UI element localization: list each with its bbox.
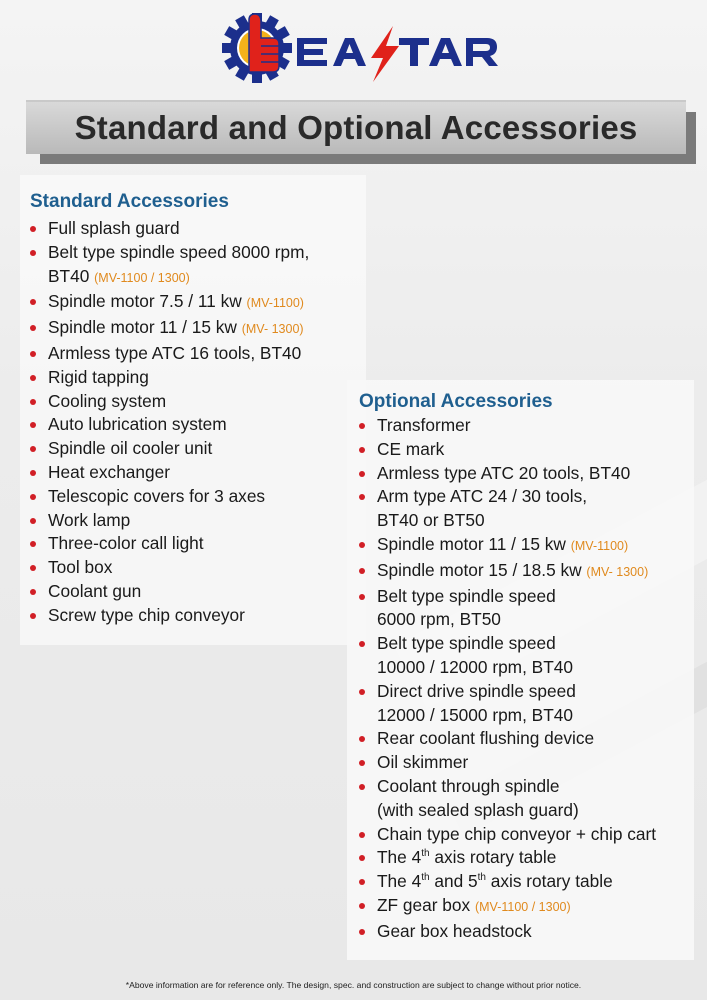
item-text: Belt type spindle speed 8000 rpm, bbox=[48, 241, 310, 262]
item-text: CE mark bbox=[377, 438, 445, 459]
item-line bbox=[48, 556, 360, 580]
item-text: Spindle motor 11 / 15 kw bbox=[377, 533, 566, 554]
item-text: The 4 bbox=[377, 871, 422, 892]
list-item bbox=[359, 775, 699, 823]
item-text-continued: (with sealed splash guard) bbox=[377, 799, 579, 820]
item-line bbox=[48, 265, 360, 291]
list-item bbox=[359, 632, 699, 680]
item-text: Spindle oil cooler unit bbox=[48, 438, 213, 459]
item-text-continued: 12000 / 15000 rpm, BT40 bbox=[377, 704, 573, 725]
item-line bbox=[48, 241, 360, 265]
standard-accessories-heading: Standard Accessories bbox=[30, 191, 229, 212]
standard-accessories-list bbox=[30, 217, 360, 628]
list-item bbox=[30, 316, 360, 342]
item-text: Transformer bbox=[377, 415, 471, 435]
item-line bbox=[377, 632, 699, 656]
list-item bbox=[359, 823, 699, 847]
item-text: Work lamp bbox=[48, 509, 131, 530]
list-item bbox=[30, 604, 360, 628]
item-line bbox=[377, 680, 699, 704]
item-line bbox=[377, 894, 699, 920]
item-line bbox=[48, 342, 360, 366]
list-item bbox=[30, 342, 360, 366]
item-text: Spindle motor 15 / 18.5 kw bbox=[377, 559, 582, 580]
item-line bbox=[377, 823, 699, 847]
item-text: Coolant gun bbox=[48, 580, 142, 601]
item-text: Arm type ATC 24 / 30 tools, bbox=[377, 486, 588, 507]
model-note: (MV-1100) bbox=[246, 296, 304, 311]
list-item bbox=[30, 580, 360, 604]
model-note: (MV-1100) bbox=[570, 538, 629, 553]
list-item bbox=[30, 390, 360, 414]
list-item bbox=[30, 217, 360, 241]
item-line bbox=[377, 751, 699, 775]
item-text: Belt type spindle speed bbox=[377, 633, 556, 654]
item-text-after: axis rotary table bbox=[429, 847, 557, 868]
list-item bbox=[359, 585, 699, 633]
item-line bbox=[377, 414, 699, 438]
list-item bbox=[30, 366, 360, 390]
item-text: Direct drive spindle speed bbox=[377, 680, 576, 701]
item-line bbox=[48, 461, 360, 485]
list-item bbox=[30, 413, 360, 437]
eastar-logo bbox=[221, 12, 511, 84]
lightning-icon bbox=[371, 26, 399, 82]
item-line bbox=[48, 604, 360, 628]
list-item bbox=[30, 532, 360, 556]
item-line bbox=[377, 533, 699, 559]
item-text: Spindle motor 7.5 / 11 kw bbox=[48, 291, 242, 312]
item-line bbox=[377, 920, 699, 944]
item-line bbox=[48, 509, 360, 533]
list-item bbox=[359, 438, 699, 462]
item-line bbox=[48, 316, 360, 342]
item-text: Tool box bbox=[48, 557, 113, 578]
item-text-after: axis rotary table bbox=[485, 871, 613, 892]
list-item bbox=[359, 680, 699, 728]
list-item bbox=[30, 485, 360, 509]
item-text: Armless type ATC 20 tools, BT40 bbox=[377, 462, 631, 483]
list-item bbox=[359, 414, 699, 438]
item-text: Armless type ATC 16 tools, BT40 bbox=[48, 342, 302, 363]
optional-accessories-list bbox=[359, 414, 699, 944]
item-text-continued: BT40 bbox=[48, 265, 90, 286]
item-line bbox=[377, 608, 699, 632]
list-item bbox=[30, 437, 360, 461]
item-text: Three-color call light bbox=[48, 533, 204, 554]
item-text-continued: BT40 or BT50 bbox=[377, 510, 485, 531]
list-item bbox=[30, 461, 360, 485]
list-item bbox=[359, 559, 699, 585]
item-text: Screw type chip conveyor bbox=[48, 604, 245, 625]
item-text: Spindle motor 11 / 15 kw bbox=[48, 317, 237, 338]
list-item bbox=[359, 870, 699, 894]
item-superscript: th bbox=[477, 872, 486, 884]
item-line bbox=[48, 580, 360, 604]
item-line bbox=[48, 290, 360, 316]
item-text-continued: 10000 / 12000 rpm, BT40 bbox=[377, 656, 573, 677]
item-line bbox=[48, 437, 360, 461]
list-item bbox=[359, 751, 699, 775]
page-title: Standard and Optional Accessories bbox=[74, 109, 638, 146]
item-text: ZF gear box bbox=[377, 894, 471, 915]
list-item bbox=[359, 485, 699, 533]
item-text: Rear coolant flushing device bbox=[377, 728, 595, 749]
list-item bbox=[359, 533, 699, 559]
model-note: (MV- 1300) bbox=[241, 322, 304, 337]
item-line bbox=[48, 532, 360, 556]
logo-wordmark bbox=[297, 38, 498, 66]
model-note: (MV- 1300) bbox=[586, 564, 649, 579]
model-note: (MV-1100 / 1300) bbox=[474, 899, 571, 914]
item-line bbox=[377, 462, 699, 486]
item-line bbox=[377, 585, 699, 609]
model-note: (MV-1100 / 1300) bbox=[94, 270, 190, 285]
list-item bbox=[30, 509, 360, 533]
optional-accessories-heading: Optional Accessories bbox=[359, 391, 553, 412]
item-line bbox=[48, 366, 360, 390]
item-line bbox=[377, 704, 699, 728]
list-item bbox=[359, 894, 699, 920]
item-line bbox=[48, 413, 360, 437]
item-line bbox=[377, 846, 699, 870]
list-item bbox=[30, 241, 360, 291]
list-item bbox=[30, 290, 360, 316]
item-line bbox=[48, 390, 360, 414]
item-line bbox=[377, 870, 699, 894]
item-line bbox=[377, 559, 699, 585]
disclaimer-footnote: *Above information are for reference only. The design, spec. and construction are subject to change without prior notice. bbox=[125, 980, 582, 990]
item-line bbox=[48, 217, 360, 241]
item-text: Rigid tapping bbox=[48, 366, 149, 387]
item-line bbox=[377, 727, 699, 751]
item-text-continued: 6000 rpm, BT50 bbox=[377, 609, 501, 630]
list-item bbox=[30, 556, 360, 580]
item-text: Full splash guard bbox=[48, 218, 180, 238]
item-text: Cooling system bbox=[48, 390, 167, 411]
item-text: Telescopic covers for 3 axes bbox=[48, 485, 266, 506]
item-line bbox=[377, 775, 699, 799]
item-text: Heat exchanger bbox=[48, 461, 171, 482]
list-item bbox=[359, 727, 699, 751]
title-banner bbox=[26, 100, 686, 154]
item-text: Coolant through spindle bbox=[377, 775, 560, 796]
item-text: Gear box headstock bbox=[377, 920, 532, 941]
item-line bbox=[377, 656, 699, 680]
item-text-after: and 5 bbox=[429, 871, 478, 892]
item-text: The 4 bbox=[377, 847, 422, 868]
item-line bbox=[377, 485, 699, 509]
item-text: Belt type spindle speed bbox=[377, 585, 556, 606]
list-item bbox=[359, 846, 699, 870]
item-superscript: th bbox=[421, 848, 430, 860]
item-text: Oil skimmer bbox=[377, 752, 469, 773]
list-item bbox=[359, 920, 699, 944]
item-line bbox=[377, 799, 699, 823]
item-text: Auto lubrication system bbox=[48, 414, 227, 435]
item-line bbox=[48, 485, 360, 509]
item-line bbox=[377, 509, 699, 533]
item-superscript: th bbox=[421, 872, 430, 884]
item-text: Chain type chip conveyor + chip cart bbox=[377, 823, 657, 844]
list-item bbox=[359, 462, 699, 486]
item-line bbox=[377, 438, 699, 462]
